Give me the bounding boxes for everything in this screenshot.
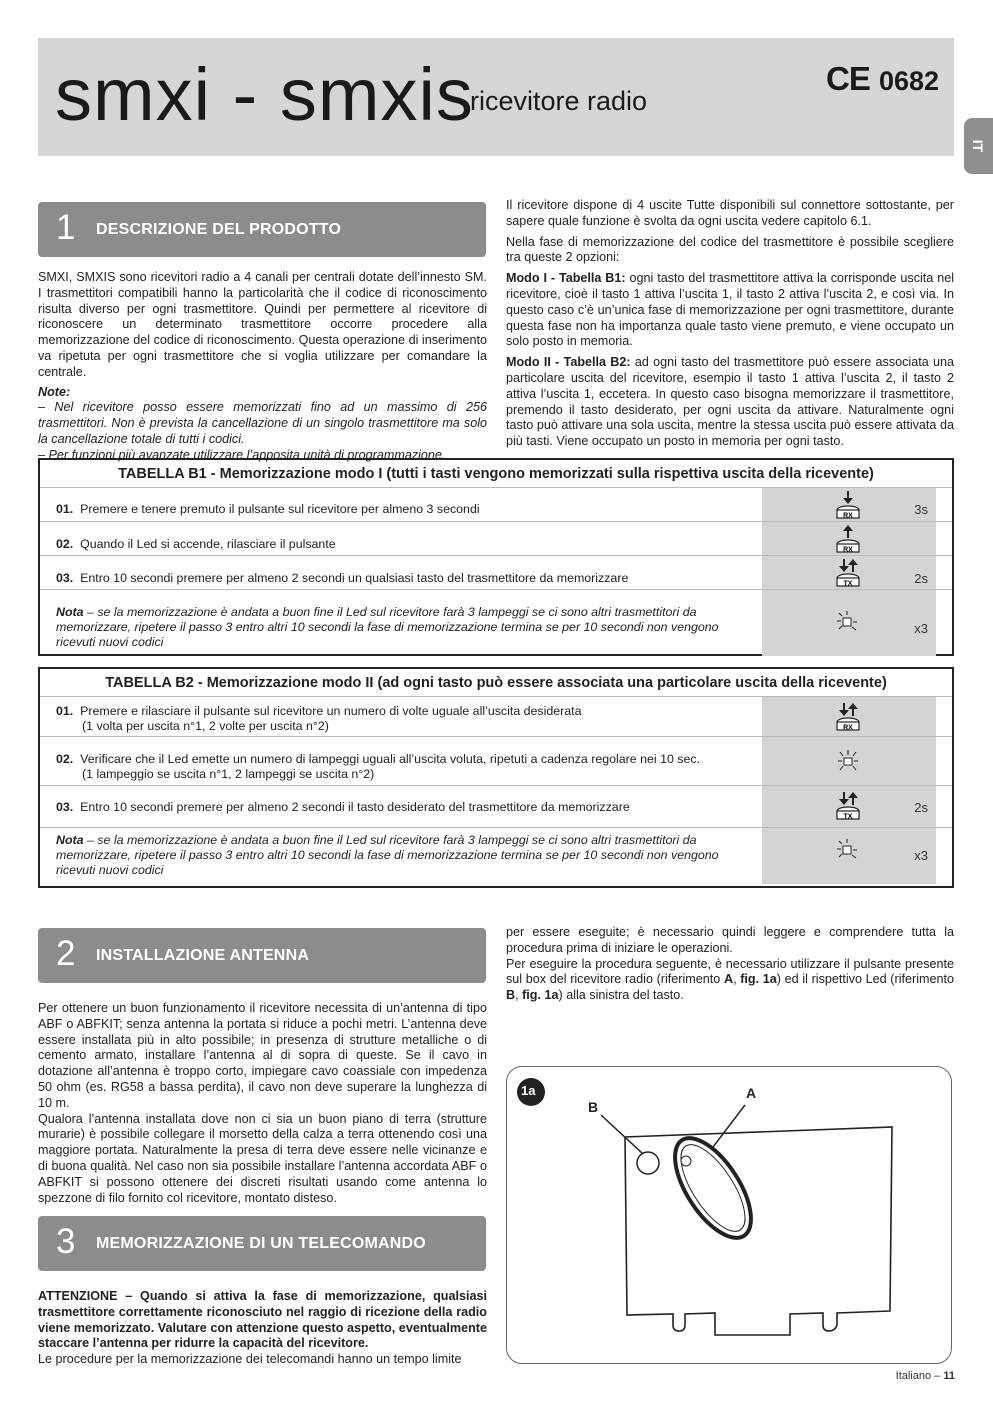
section-1-right-text [506,198,954,455]
figure-1a [506,1066,952,1364]
table-row [40,697,952,737]
row-value: 2s [914,800,928,815]
section-3-number: 3 [56,1222,76,1261]
note-label: Nota [56,833,84,847]
section-2-title: INSTALLAZIONE ANTENNA [96,947,310,964]
row-text: Entro 10 secondi premere per almeno 2 secondi un qualsiasi tasto del trasmettitore da memorizzare [80,571,629,585]
mode-1-text: ogni tasto del trasmettitore attiva la corrisponde uscita nel ricevitore, cioè il tasto 1 attiva l’uscita 1, il tasto 2 attiva l’uscita 2, e così via. In questo caso c’è un’unica fase di memorizzazione per ogni trasmettitore, durante questa fase non ha importanza quale tasto viene premuto, e viene occupato un solo posto in memoria. [506,271,954,349]
rx-press-icon [834,490,862,520]
row-number: 02. [56,537,74,551]
row-value: 3s [914,502,928,517]
row-text: Verificare che il Led emette un numero di lampeggi uguali all’uscita voluta, ripetuti a cadenza regolare nei 10 sec. [80,752,701,766]
section-3-left-text [38,1289,487,1373]
table-row [40,556,952,590]
fig-ref: fig. 1a [522,988,559,1003]
language-tab [964,118,993,174]
section-2-header [38,928,486,983]
note-value: x3 [914,621,928,636]
ref-b: B [506,988,516,1003]
table-b1-title: TABELLA B1 - Memorizzazione modo I (tutti i tasti vengono memorizzati sulla rispettiva uscita della ricevente) [40,460,952,488]
row-text: Premere e rilasciare il pulsante sul ricevitore un numero di volte uguale all’uscita desiderata [80,704,582,718]
label-a: A [746,1085,757,1101]
fig-ref: fig. 1a [740,972,777,987]
section-3-header [38,1216,486,1271]
note-item-2: – Per funzioni più avanzate utilizzare l’apposita unità di programmazione. [38,447,446,462]
table-row [40,786,952,828]
table-row-note [40,828,952,884]
language-tab-label: IT [970,139,986,153]
page-number: 11 [943,1370,955,1382]
note-label: Nota [56,605,84,619]
receiver-diagram [507,1067,953,1365]
row-text: Entro 10 secondi premere per almeno 2 secondi il tasto desiderato del trasmettitore da memorizzare [80,800,630,814]
antenna-paragraph-2: Qualora l’antenna installata dove non ci sia un buon piano di terra (strutture murarie) è possibile collegare il morsetto della calza a terra ottenendo così una maggiore portata. Naturalmente la presa di terra deve essere nelle vicinanze e di buona qualità. Nel caso non sia possibile installare l’antenna accordata ABF o ABFKIT si possono ottenere dei discreti risultati usando come antenna lo spezzone di filo fornito col ricevitore, montato disteso. [38,1111,487,1205]
tx-press-icon [834,791,862,821]
antenna-paragraph-1: Per ottenere un buon funzionamento il ricevitore necessita di un’antenna di tipo ABF o ABFKIT; senza antenna la portata si riduce a pochi metri. L’antenna deve essere installata più in alto possibile; in presenza di strutture metalliche o di cemento armato, installare l’antenna al di sopra di queste. Se il cavo in dotazione all’antenna è troppo corto, impiegare cavo coassiale con impedenza 50 ohm (es. RG58 a bassa perdita), il cavo non deve superare la lunghezza di 10 m. [38,1001,487,1110]
row-subtext: (1 volta per uscita n°1, 2 volte per uscita n°2) [82,719,329,733]
label-b: B [588,1099,599,1115]
section-1-left-text [38,270,487,469]
table-row [40,522,952,556]
svg-text:RX: RX [843,546,853,554]
mode-1-paragraph [506,271,954,350]
ce-mark: CE [826,60,870,97]
note-text: – se la memorizzazione è andata a buon fine il Led sul ricevitore farà 3 lampeggi se ci sono altri trasmettitori da memorizzare, ripetere il passo 3 entro altri 10 secondi la fase di memorizzazione termina se per 10 secondi non vengono ricevuti nuovi codici [56,605,719,649]
row-text: Quando il Led si accende, rilasciare il pulsante [80,537,336,551]
table-b2-title: TABELLA B2 - Memorizzazione modo II (ad ogni tasto può essere associata una particolare uscita della ricevente) [40,669,952,697]
led-blink-icon [837,749,859,773]
table-row [40,737,952,786]
table-row-note [40,590,952,656]
row-number: 01. [56,502,74,516]
options-paragraph: Nella fase di memorizzazione del codice del trasmettitore è possibile scegliere tra queste 2 opzioni: [506,234,954,265]
procedure-paragraph-2: Per eseguire la procedura seguente, è necessario utilizzare il pulsante presente sul box del ricevitore radio (riferimento A, fig. 1a) ed il rispettivo Led (riferimento B, fig. 1a) alla sinistra del tasto. [506,956,954,1003]
led-blink-icon [836,838,858,860]
ce-number: 0682 [879,66,940,96]
page-subtitle: ricevitore radio [470,86,648,116]
section-2-right-text [506,925,954,1009]
tx-press-icon [834,558,862,588]
rx-press-release-icon [834,702,862,732]
rx-release-icon [834,524,862,554]
led-blink-icon [836,610,858,632]
ref-a: A [723,972,734,987]
note-value: x3 [914,848,928,863]
warning-paragraph: ATTENZIONE – Quando si attiva la fase di memorizzazione, qualsiasi trasmettitore correttamente riconosciuto nel raggio di ricezione della radio viene memorizzato. Valutare con attenzione questo aspetto, eventualmente staccare l’antenna per ridurre la capacità del ricevitore. [38,1289,487,1351]
mode-2-label: Modo II - Tabella B2: [506,355,631,370]
mode-1-label: Modo I - Tabella B1: [506,271,626,286]
table-row [40,488,952,522]
svg-text:RX: RX [843,512,853,520]
section-2-left-text [38,1001,487,1211]
svg-text:TX: TX [843,580,853,588]
row-number: 03. [56,571,74,585]
procedure-time-paragraph: Le procedure per la memorizzazione dei telecomandi hanno un tempo limite [38,1352,462,1367]
figure-badge: 1a [521,1083,536,1098]
table-b2 [38,667,954,888]
section-1-header [38,202,486,257]
section-1-title: DESCRIZIONE DEL PRODOTTO [96,221,342,238]
note-item-1: – Nel ricevitore posso essere memorizzati fino ad un massimo di 256 trasmettitori. Non è prevista la cancellazione di un singolo trasmettitore ma solo la cancellazione totale di tutti i codici. [38,400,487,446]
row-number: 01. [56,704,74,718]
mode-2-paragraph [506,355,954,450]
svg-text:RX: RX [843,724,853,732]
page-title: smxi - smxis [55,53,474,136]
svg-text:TX: TX [843,813,853,821]
row-value: 2s [914,571,928,586]
footer-language: Italiano – [895,1370,944,1382]
row-subtext: (1 lampeggio se uscita n°1, 2 lampeggi se uscita n°2) [82,767,375,781]
note-label: Note: [38,384,71,399]
section-2-number: 2 [56,934,76,973]
table-b1 [38,458,954,656]
outputs-paragraph: Il ricevitore dispone di 4 uscite Tutte disponibili sul connettore sottostante, per sapere quale funzione è svolta da ogni uscita vedere capitolo 6.1. [506,198,954,228]
section-3-title: MEMORIZZAZIONE DI UN TELECOMANDO [96,1235,426,1252]
note-text: – se la memorizzazione è andata a buon fine il Led sul ricevitore farà 3 lampeggi se ci sono altri trasmettitori da memorizzare, ripetere il passo 3 entro altri 10 secondi la fase di memorizzazione termina se per 10 secondi non vengono ricevuti nuovi codici [56,833,719,877]
section-1-number: 1 [56,208,76,247]
section-1-paragraph: SMXI, SMXIS sono ricevitori radio a 4 canali per centrali dotate dell’innesto SM. I trasmettitori compatibili hanno la particolarità che il codice di riconoscimento risulta diverso per ogni trasmettitore. Quindi per permettere al ricevitore di riconoscere un determinato trasmettitore occorre procedere alla memorizzazione del codice di riconoscimento. Questa operazione di inserimento va ripetuta per ogni trasmettitore che si voglia utilizzare per comandare la centrale. [38,270,487,379]
row-number: 02. [56,752,74,766]
row-text: Premere e tenere premuto il pulsante sul ricevitore per almeno 3 secondi [80,502,480,516]
page-footer [896,1370,955,1382]
row-number: 03. [56,800,74,814]
procedure-paragraph-1: per essere eseguite; è necessario quindi leggere e comprendere tutta la procedura prima di iniziare le operazioni. [506,925,954,955]
mode-2-text: ad ogni tasto del trasmettitore può essere associata una particolare uscita del ricevitore, esempio il tasto 1 attiva l’uscita 2, il tasto 2 attiva l’uscita 1, eccetera. In questo caso bisogna memorizzare il trasmettitore, premendo il tasto desiderato, per ogni uscita da attivare. Naturalmente ogni tasto può attivare una sola uscita, mentre la stessa uscita può essere attivata da più tasti. Viene occupato un posto in memoria per ogni tasto. [506,355,954,449]
